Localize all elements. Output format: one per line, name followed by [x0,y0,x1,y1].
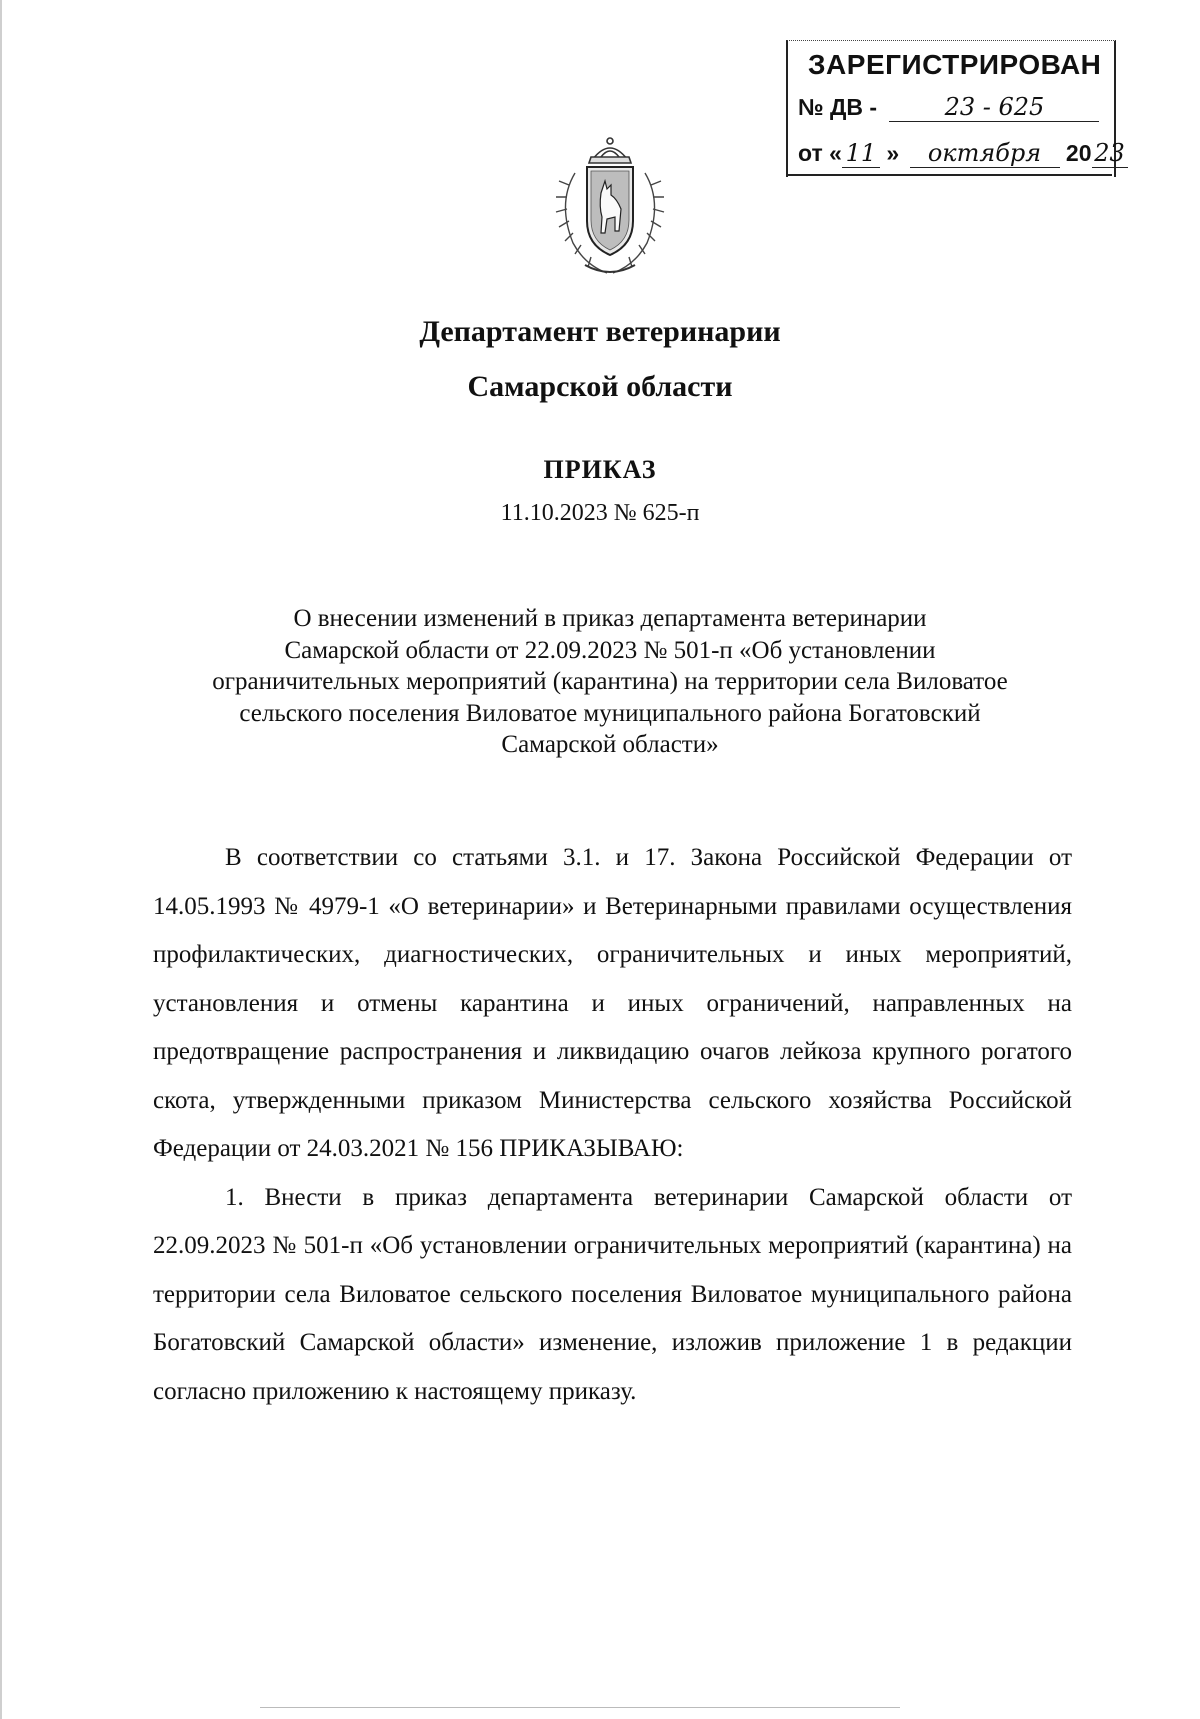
stamp-title: ЗАРЕГИСТРИРОВАН [808,49,1102,80]
document-subject [140,603,1080,761]
samara-coat-of-arms-icon [545,133,675,283]
stamp-date-mid: » [886,140,900,166]
body-paragraph-preamble: В соответствии со статьями 3.1. и 17. Закона Российской Федерации от 14.05.1993 № 4979-1 «О ветеринарии» и Ветеринарными правилами осуществления профилактических, диагностических, ограничительных и иных мероприятий, установления и отмены карантина и иных ограничений, направленных на предотвращение распространения и ликвидацию очагов лейкоза крупного рогатого скота, утвержденными приказом Министерства сельского хозяйства Российской Федерации от 24.03.2021 № 156 ПРИКАЗЫВАЮ: [153,844,1072,1162]
document-type: ПРИКАЗ [543,455,657,484]
stamp-date-month: октября [910,139,1060,168]
subject-line: О внесении изменений в приказ департамента ветеринарии [293,605,927,632]
body-paragraph-item-1: 1. Внести в приказ департамента ветеринарии Самарской области от 22.09.2023 № 501-п «Об установлении ограничительных мероприятий (карантина) на территории села Виловатое сельского поселения Виловатое муниципального района Богатовский Самарской области» изменение, изложив приложение 1 в редакции согласно приложению к настоящему приказу. [153,1183,1072,1405]
document-date-number: 11.10.2023 № 625-п [500,500,700,526]
document-body [153,834,1072,1416]
subject-line: ограничительных мероприятий (карантина) на территории села Виловатое [212,668,1008,695]
stamp-date-day: 11 [842,139,880,168]
stamp-number-label: № ДВ - [798,94,878,120]
region-title: Самарской области [467,370,733,403]
subject-line: сельского поселения Виловатое муниципального района Богатовский [239,699,981,727]
department-title: Департамент ветеринарии [419,315,781,348]
subject-line: Самарской области» [501,731,719,758]
scan-edge [0,0,2,1719]
stamp-date-prefix: от « [798,140,842,166]
stamp-date-row [798,139,1128,168]
stamp-bottom-border [786,174,1112,176]
registration-stamp [786,40,1125,177]
stamp-number-row [798,93,1099,122]
subject-line: Самарской области от 22.09.2023 № 501-п «Об установлении [284,636,936,664]
stamp-date-year: 23 [1092,139,1128,168]
stamp-date-year-prefix: 20 [1065,140,1092,166]
page-bottom-line [260,1707,900,1708]
stamp-number-handwritten: 23 - 625 [889,93,1099,122]
